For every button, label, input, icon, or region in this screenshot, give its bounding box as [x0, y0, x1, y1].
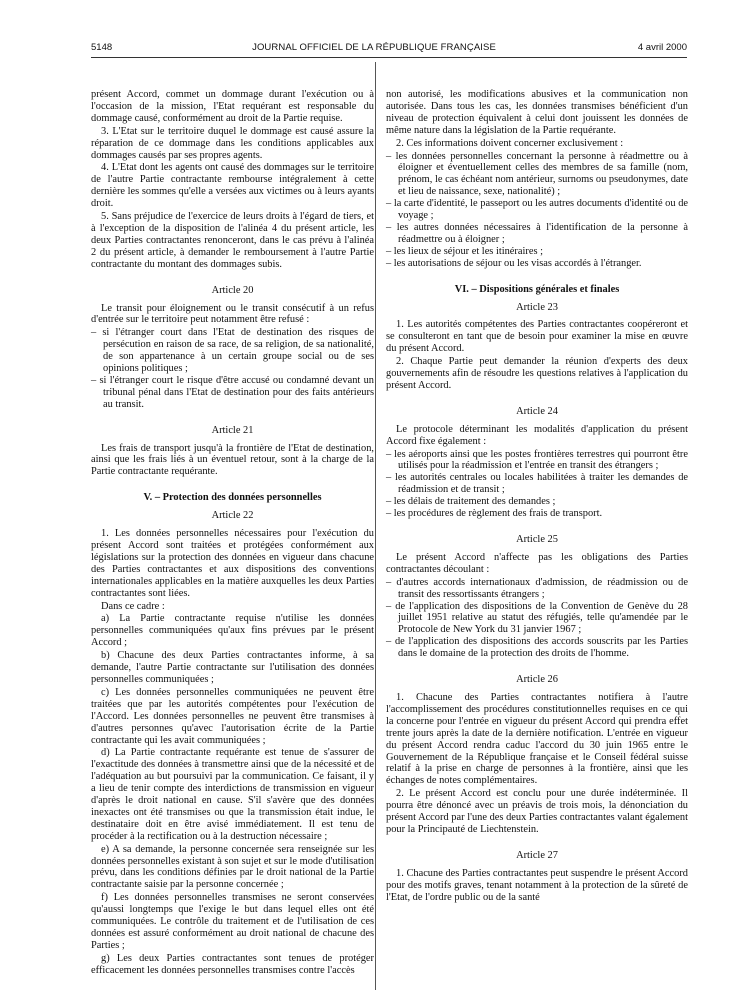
list-item: – de l'application des dispositions des accords souscrits par les Parties dans le domaine de la protection des droits de l'homme. — [386, 636, 688, 660]
paragraph: Le protocole déterminant les modalités d'application du présent Accord fixe également : — [386, 423, 688, 447]
journal-title: JOURNAL OFFICIEL DE LA RÉPUBLIQUE FRANÇAISE — [252, 42, 496, 53]
list-item: – les procédures de règlement des frais de transport. — [386, 508, 688, 520]
paragraph: 4. L'Etat dont les agents ont causé des dommages sur le territoire de l'autre Partie contractante rembourse intégralement à cette dernière les sommes qu'elle a versées aux victimes ou à leurs ayants droit. — [91, 162, 374, 210]
paragraph: e) A sa demande, la personne concernée sera renseignée sur les données personnelles existant à son sujet et sur le mode d'utilisation prévu, dans les conditions définies par le droit national de la Partie contractante saisie par la personne concernée ; — [91, 843, 374, 891]
paragraph: Le transit pour éloignement ou le transit consécutif à un refus d'entrée sur le territoire peut notamment être refusé : — [91, 302, 374, 326]
page-number: 5148 — [91, 42, 113, 53]
list-item: – d'autres accords internationaux d'admission, de réadmission ou de transit des ressortissants étrangers ; — [386, 577, 688, 601]
paragraph: d) La Partie contractante requérante est tenue de s'assurer de l'exactitude des données à transmettre ainsi que de la nécessité et de l'adéquation au but poursuivi par la communication. Ce faisant, il y a lieu de tenir compte des interdictions de transmission en vigueur d'après le droit national en cause. S'il s'avère que des données inexactes ont été transmises ou que la transmission était indue, le destinataire doit en être avisé immédiatement. Il est tenu de procéder à la rectification ou à la destruction nécessaire ; — [91, 747, 374, 842]
section-heading: V. – Protection des données personnelles — [143, 492, 322, 504]
list-item: – les autorisations de séjour ou les visas accordés à l'étranger. — [386, 258, 688, 270]
paragraph: c) Les données personnelles communiquées ne peuvent être traitées que par les autorités compétentes pour l'exécution de l'Accord. Les données personnelles ne peuvent être transmises à d'autres personnes qu'avec l'autorisation écrite de la Partie contractante qui les avait communiquées ; — [91, 686, 374, 746]
article-heading: Article 20 — [211, 284, 254, 296]
paragraph: 3. L'Etat sur le territoire duquel le dommage est causé assure la réparation de ce dommage dans les conditions applicables aux dommages causés par ses propres agents. — [91, 125, 374, 161]
paragraph: Le présent Accord n'affecte pas les obligations des Parties contractantes découlant : — [386, 551, 688, 575]
article-heading: Article 21 — [211, 424, 254, 436]
list-item: – la carte d'identité, le passeport ou les autres documents d'identité ou de voyage ; — [386, 198, 688, 222]
article-heading: Article 26 — [516, 674, 558, 686]
article-heading: Article 23 — [516, 301, 558, 313]
bullet-list — [386, 577, 688, 660]
list-item: – les autorités centrales ou locales habilitées à traiter les demandes de réadmission et de transit ; — [386, 472, 688, 496]
bullet-list — [91, 327, 374, 410]
bullet-list — [386, 449, 688, 520]
section-heading: VI. – Dispositions générales et finales — [454, 283, 620, 295]
paragraph: a) La Partie contractante requise n'utilise les données personnelles communiquées qu'aux fins prévues par le présent Accord ; — [91, 613, 374, 649]
paragraph: Les frais de transport jusqu'à la frontière de l'Etat de destination, ainsi que les frais liés à un éventuel retour, sont à la charge de la Partie contractante requérante. — [91, 442, 374, 478]
list-item: – les aéroports ainsi que les postes frontières terrestres qui pourront être utilisés pour la réadmission et l'entrée en transit des étrangers ; — [386, 449, 688, 473]
list-item: – les délais de traitement des demandes ; — [386, 496, 688, 508]
page-header — [0, 0, 748, 58]
paragraph: non autorisé, les modifications abusives et la communication non autorisée. Dans tous les cas, les données transmises bénéficient d'un niveau de protection équivalent à celui dont jouissent les données de même nature dans la législation de la Partie requérante. — [386, 89, 688, 136]
paragraph: 2. Le présent Accord est conclu pour une durée indéterminée. Il pourra être dénoncé avec un préavis de trois mois, la dénonciation du présent Accord par l'une des deux Parties contractantes valant également pour la Principauté de Liechtenstein. — [386, 788, 688, 835]
paragraph: 2. Ces informations doivent concerner exclusivement : — [396, 137, 624, 149]
paragraph: 2. Chaque Partie peut demander la réunion d'experts des deux gouvernements afin de résoudre les questions relatives à l'application du présent Accord. — [386, 356, 688, 391]
list-item: – si l'étranger court dans l'Etat de destination des risques de persécution en raison de sa race, de sa religion, de sa nationalité, de son appartenance à un certain groupe social ou de ses opinions politiques ; — [91, 327, 374, 375]
left-column — [91, 89, 374, 978]
bullet-list — [386, 151, 688, 270]
paragraph: 5. Sans préjudice de l'exercice de leurs droits à l'égard de tiers, et à l'exception de la disposition de l'alinéa 4 du présent article, les deux Parties contractantes renonceront, dans le cas prévu à l'alinéa 2 du présent article, à demander le remboursement à l'autre Partie contractante du montant des dommages subis. — [91, 211, 374, 270]
list-item: – de l'application des dispositions de la Convention de Genève du 28 juillet 1951 relative au statut des réfugiés, telle qu'amendée par le Protocole de New York du 31 janvier 1967 ; — [386, 601, 688, 637]
list-item: – les autres données nécessaires à l'identification de la personne à réadmettre ou à éloigner ; — [386, 222, 688, 246]
right-column — [386, 89, 688, 904]
paragraph: f) Les données personnelles transmises ne seront conservées qu'aussi longtemps que l'exige le but dans lequel elles ont été communiquées. Le contrôle du traitement et de l'utilisation de ces données est assuré conformément au droit national de chacune des Parties ; — [91, 892, 374, 951]
paragraph: Dans ce cadre : — [101, 600, 165, 612]
article-heading: Article 27 — [516, 849, 558, 861]
article-heading: Article 22 — [211, 510, 254, 522]
paragraph: g) Les deux Parties contractantes sont tenues de protéger efficacement les données personnelles transmises contre l'accès — [91, 952, 374, 976]
column-divider — [375, 62, 376, 990]
paragraph: 1. Chacune des Parties contractantes peut suspendre le présent Accord pour des motifs graves, tenant notamment à la protection de la sûreté de l'Etat, de l'ordre public ou de la santé — [386, 867, 688, 903]
paragraph: présent Accord, commet un dommage durant l'exécution ou à l'occasion de la mission, l'Etat requérant est responsable du dommage causé, conformément au droit de la Partie requise. — [91, 89, 374, 124]
paragraph: 1. Les données personnelles nécessaires pour l'exécution du présent Accord sont traitées et protégées conformément aux législations sur la protection des données en vigueur dans chacune des Parties contractantes et aux dispositions des conventions internationales applicables en la matière auxquelles les deux Parties contractantes sont liées. — [91, 528, 374, 599]
list-item: – les données personnelles concernant la personne à réadmettre ou à éloigner et éventuellement celles des membres de sa famille (nom, prénom, le cas échéant nom antérieur, surnoms ou pseudonymes, date et lieu de naissance, sexe, nationalité) ; — [386, 151, 688, 199]
article-heading: Article 24 — [516, 405, 558, 417]
header-rule — [91, 57, 687, 58]
publication-date: 4 avril 2000 — [637, 42, 687, 53]
paragraph: 1. Les autorités compétentes des Parties contractantes coopéreront et se consulteront en tant que de besoin pour examiner la mise en œuvre du présent Accord. — [386, 319, 688, 355]
paragraph: b) Chacune des deux Parties contractantes informe, à sa demande, l'autre Partie contractante sur l'utilisation des données personnelles communiquées ; — [91, 650, 374, 685]
paragraph: 1. Chacune des Parties contractantes notifiera à l'autre l'accomplissement des procédures constitutionnelles requises en ce qui la concerne pour l'entrée en vigueur du présent Accord qui prendra effet trente jours après la date de la dernière notification. L'entrée en vigueur du présent Accord rendra caduc l'accord du 30 juin 1965 entre le Gouvernement de la République française et le Conseil fédéral suisse relatif à la prise en charge de personnes à la frontière, ainsi que les échanges de notes complémentaires. — [386, 691, 688, 787]
article-heading: Article 25 — [516, 534, 558, 545]
list-item: – si l'étranger court le risque d'être accusé ou condamné devant un tribunal pénal dans l'Etat de destination pour des faits antérieurs au transit. — [91, 375, 374, 411]
list-item: – les lieux de séjour et les itinéraires ; — [386, 246, 688, 258]
